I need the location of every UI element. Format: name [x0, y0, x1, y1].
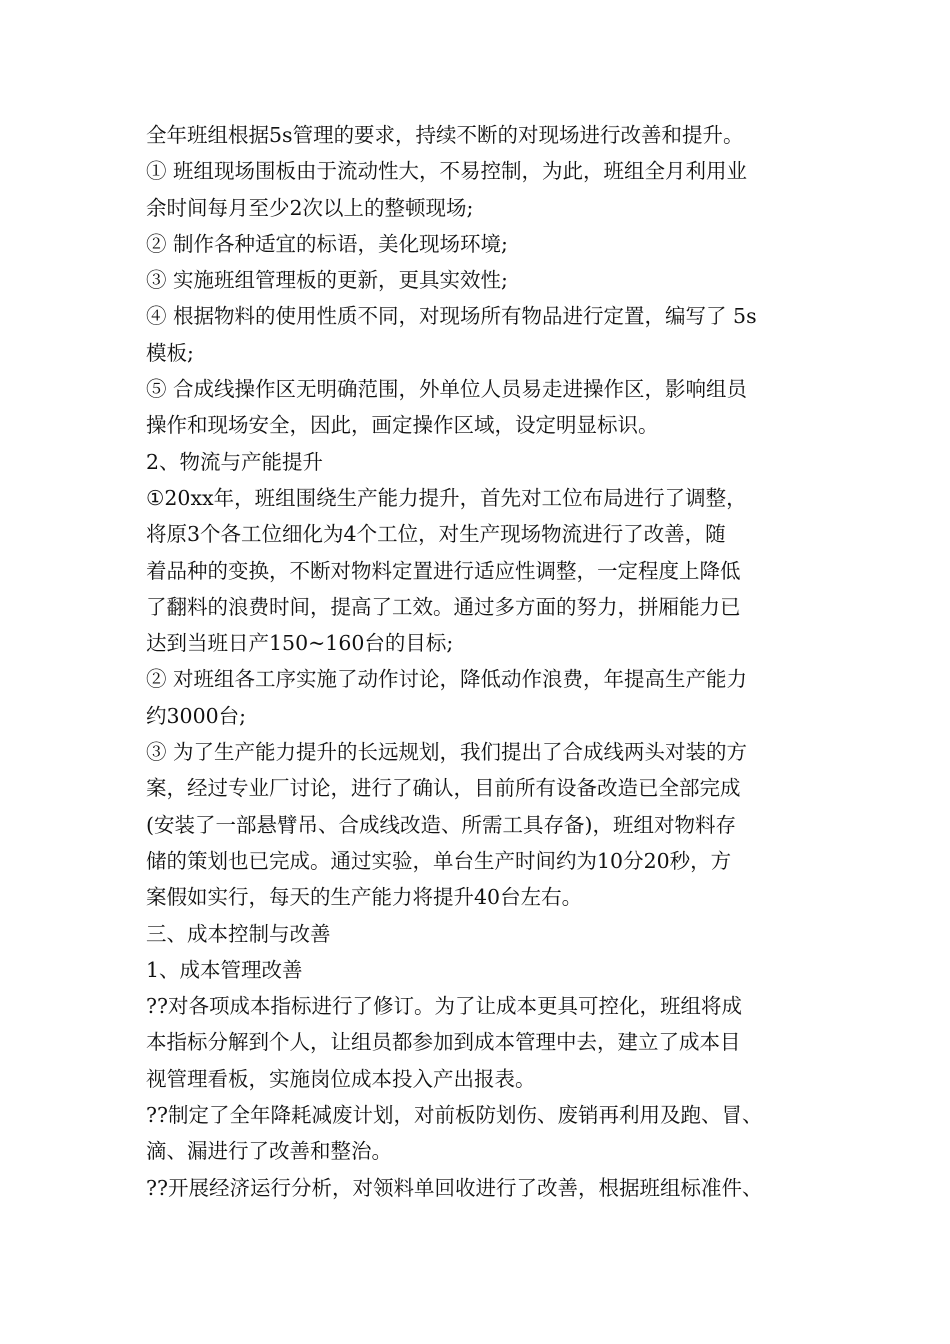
text-line: 模板;: [146, 340, 194, 365]
text-line: (安装了一部悬臂吊、合成线改造、所需工具存备)，班组对物料存: [146, 812, 736, 837]
text-line: 将原3个各工位细化为4个工位，对生产现场物流进行了改善，随: [146, 522, 726, 547]
text-line: ① 班组现场围板由于流动性大，不易控制，为此，班组全月利用业: [146, 159, 748, 184]
text-line: 储的策划也已完成。通过实验，单台生产时间约为10分20秒，方: [146, 848, 732, 873]
text-line: ② 制作各种适宜的标语，美化现场环境;: [146, 231, 508, 256]
text-line: 了翻料的浪费时间，提高了工效。通过多方面的努力，拼厢能力已: [146, 594, 741, 619]
text-line: ??制定了全年降耗减废计划，对前板防划伤、废销再利用及跑、冒、: [146, 1103, 763, 1128]
body-text: [146, 117, 836, 1206]
text-line: 着品种的变换，不断对物料定置进行适应性调整，一定程度上降低: [146, 558, 741, 583]
text-line: 达到当班日产150~160台的目标;: [146, 631, 454, 656]
text-line: 全年班组根据5s管理的要求，持续不断的对现场进行改善和提升。: [146, 123, 744, 147]
text-line: ⑤ 合成线操作区无明确范围，外单位人员易走进操作区，影响组员: [146, 377, 748, 402]
text-line: ??对各项成本指标进行了修订。为了让成本更具可控化，班组将成: [146, 994, 742, 1019]
text-line: ③ 实施班组管理板的更新，更具实效性;: [146, 268, 508, 293]
section-heading: 2、物流与产能提升: [146, 449, 324, 474]
text-line: ①20xx年，班组围绕生产能力提升，首先对工位布局进行了调整，: [146, 485, 747, 510]
text-line: ② 对班组各工序实施了动作讨论，降低动作浪费，年提高生产能力: [146, 667, 748, 692]
text-line: 案假如实行，每天的生产能力将提升40台左右。: [146, 885, 583, 910]
text-line: ④ 根据物料的使用性质不同，对现场所有物品进行定置，编写了 5s: [146, 304, 757, 329]
section-heading: 三、成本控制与改善: [146, 921, 331, 946]
text-line: 操作和现场安全，因此，画定操作区域，设定明显标识。: [146, 413, 659, 438]
text-line: 视管理看板，实施岗位成本投入产出报表。: [146, 1066, 536, 1091]
text-line: 约3000台;: [146, 703, 247, 728]
text-line: 案，经过专业厂讨论，进行了确认，目前所有设备改造已全部完成: [146, 776, 741, 801]
text-line: 本指标分解到个人，让组员都参加到成本管理中去，建立了成本目: [146, 1030, 741, 1055]
text-line: 余时间每月至少2次以上的整顿现场;: [146, 195, 474, 220]
text-line: ??开展经济运行分析，对领料单回收进行了改善，根据班组标准件、: [146, 1175, 763, 1200]
text-line: 滴、漏进行了改善和整治。: [146, 1139, 392, 1164]
subsection-heading: 1、成本管理改善: [146, 957, 303, 982]
text-line: ③ 为了生产能力提升的长远规划，我们提出了合成线两头对装的方: [146, 740, 748, 765]
